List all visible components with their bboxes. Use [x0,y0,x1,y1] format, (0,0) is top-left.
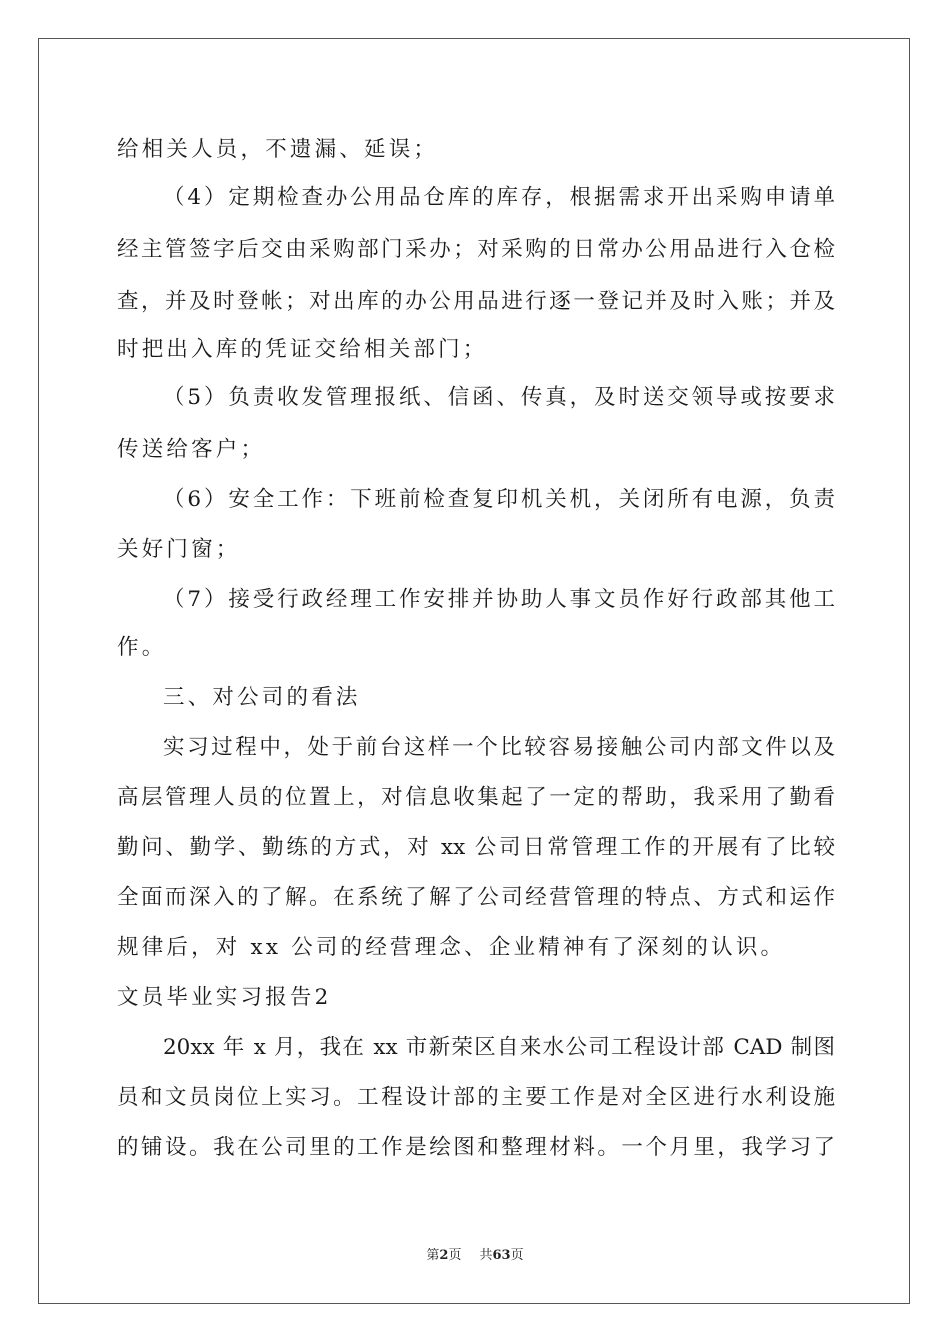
report-title: 文员毕业实习报告2 [117,985,332,1010]
text-line: 20xx 年 x 月，我在 xx 市新荣区自来水公司工程设计部 CAD 制图 [163,1035,835,1060]
text-line: （6）安全工作：下班前检查复印机关机，关闭所有电源，负责 [163,487,835,512]
text-line: 规律后，对 xx 公司的经营理念、企业精神有了深刻的认识。 [117,935,786,960]
footer-total-prefix: 共 [479,1248,493,1263]
footer-total-unit: 页 [510,1248,524,1263]
text-line: （4）定期检查办公用品仓库的库存，根据需求开出采购申请单 [163,185,835,210]
text-line: 的铺设。我在公司里的工作是绘图和整理材料。一个月里，我学习了 [117,1135,835,1160]
text-line: 全面而深入的了解。在系统了解了公司经营管理的特点、方式和运作 [117,885,835,910]
text-line: 高层管理人员的位置上，对信息收集起了一定的帮助，我采用了勤看 [117,785,835,810]
text-line: 时把出入库的凭证交给相关部门； [117,337,488,362]
page-footer [0,1246,950,1266]
text-line: （5）负责收发管理报纸、信函、传真，及时送交领导或按要求 [163,385,835,410]
text-line: 作。 [117,635,167,660]
text-line: 传送给客户； [117,437,266,462]
text-line: 实习过程中，处于前台这样一个比较容易接触公司内部文件以及 [163,735,835,760]
text-line: 经主管签字后交由采购部门采办；对采购的日常办公用品进行入仓检 [117,237,835,262]
text-line: （7）接受行政经理工作安排并协助人事文员作好行政部其他工 [163,587,835,612]
text-line: 关好门窗； [117,537,241,562]
text-line: 给相关人员，不遗漏、延误； [117,137,439,162]
text-line: 查，并及时登帐；对出库的办公用品进行逐一登记并及时入账；并及 [117,289,835,314]
footer-page-prefix: 第 [426,1248,440,1263]
text-line: 勤问、勤学、勤练的方式，对 xx 公司日常管理工作的开展有了比较 [117,835,835,860]
text-line: 员和文员岗位上实习。工程设计部的主要工作是对全区进行水利设施 [117,1085,835,1110]
section-heading: 三、对公司的看法 [163,685,361,710]
footer-page-number: 2 [439,1248,449,1263]
page-border [38,38,910,1304]
footer-page-unit: 页 [448,1248,462,1263]
footer-total-number: 63 [492,1248,511,1263]
